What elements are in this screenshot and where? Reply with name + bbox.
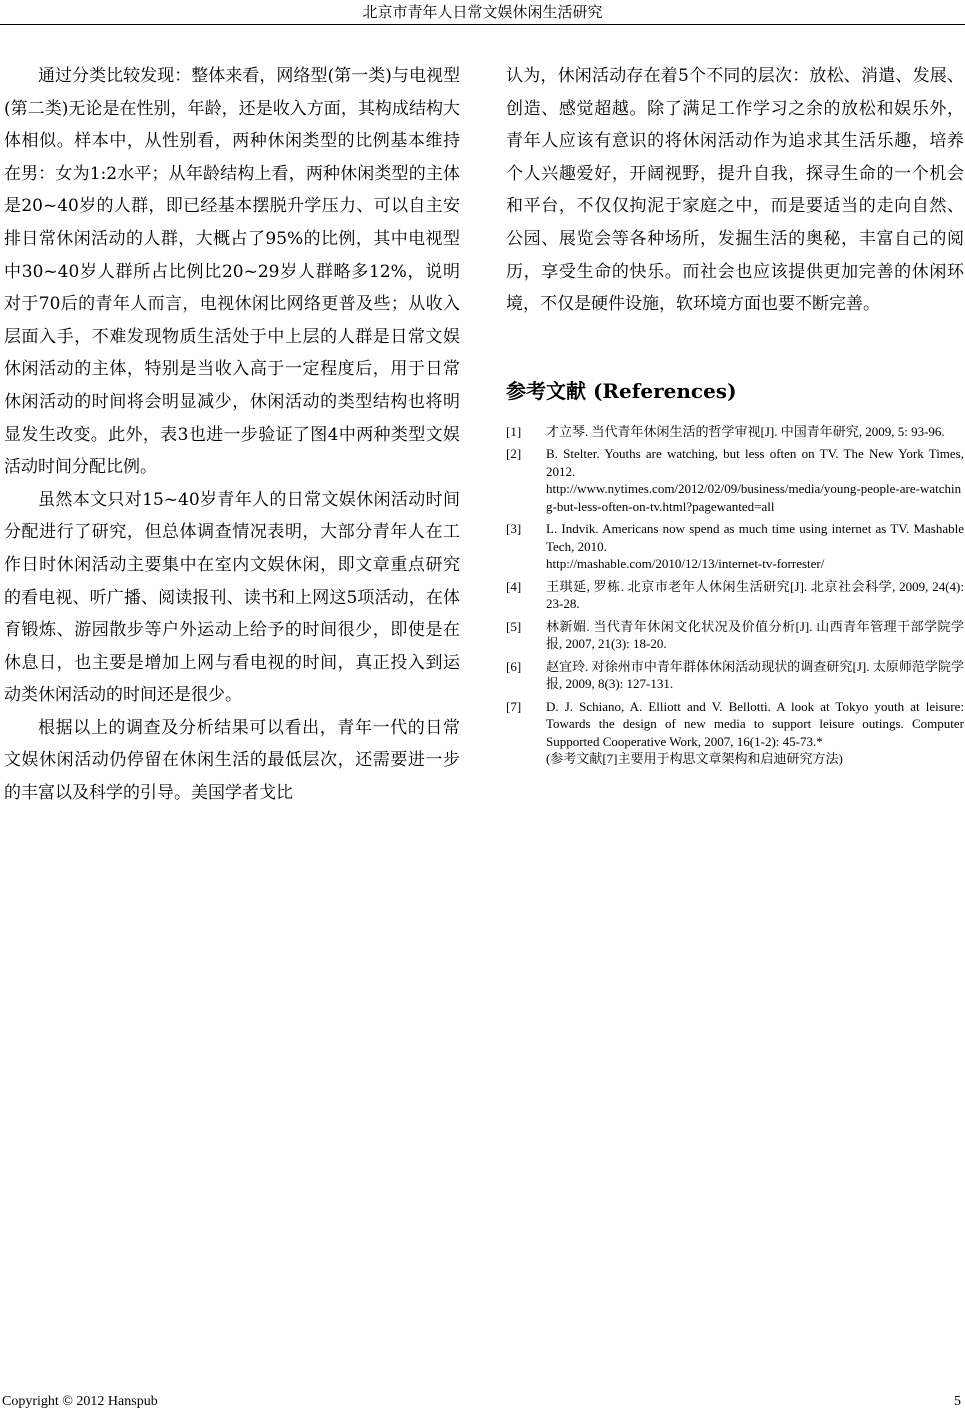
reference-number: [2] [506,446,522,462]
references-heading: 参考文献 (References) [506,378,737,403]
header-rule [0,24,965,25]
reference-item-3 [506,520,964,573]
body-paragraph-3: 根据以上的调查及分析结果可以看出，青年一代的日常文娱休闲活动仍停留在休闲生活的最低层次，还需要进一步的丰富以及科学的引导。美国学者戈比 [4,717,460,804]
body-paragraph-continuation: 认为，休闲活动存在着5个不同的层次：放松、消遣、发展、创造、感觉超越。除了满足工作学习之余的放松和娱乐外，青年人应该有意识的将休闲活动作为追求其生活乐趣，培养个人兴趣爱好，开阔视野，提升自我，探寻生命的一个机会和平台，不仅仅拘泥于家庭之中，而是要适当的走向自然、公园、展览会等各种场所，发掘生活的奥秘，丰富自己的阅历，享受生命的快乐。而社会也应该提供更加完善的休闲环境，不仅是硬件设施，软环境方面也要不断完善。 [506,66,964,315]
left-column [4,60,460,810]
running-header: 北京市青年人日常文娱休闲生活研究 [362,3,603,21]
footer-copyright: Copyright © 2012 Hanspub [2,1394,158,1409]
reference-number: [3] [506,521,522,537]
reference-url-link[interactable]: http://www.nytimes.com/2012/02/09/business/media/young-people-are-watching-but-less-often-on-tv.html?pagewanted=all [546,481,962,514]
body-paragraph-2: 虽然本文只对15~40岁青年人的日常文娱休闲活动时间分配进行了研究，但总体调查情况表明，大部分青年人在工作日时休闲活动主要集中在室内文娱休闲，即文章重点研究的看电视、听广播、阅读报刊、读书和上网这5项活动，在体育锻炼、游园散步等户外运动上给予的时间很少，即使是在休息日，也主要是增加上网与看电视的时间，真正投入到运动类休闲活动的时间还是很少。 [4,489,460,706]
reference-text: D. J. Schiano, A. Elliott and V. Bellotti. A look at Tokyo youth at leisure: Towards the design of new media to support leisure outings. Computer Supported Cooperative Work, 2007, 16(1-2): 45-73.* [546,698,964,749]
reference-text: 赵宜玲. 对徐州市中青年群体休闲活动现状的调查研究[J]. 太原师范学院学报, 2009, 8(3): 127-131. [546,658,964,692]
reference-text: B. Stelter. Youths are watching, but less often on TV. The New York Times, 2012. [546,446,964,479]
reference-item-5 [506,618,964,653]
right-column [506,60,964,773]
body-paragraph-1: 通过分类比较发现：整体来看，网络型(第一类)与电视型(第二类)无论是在性别，年龄，还是收入方面，其构成结构大体相似。样本中，从性别看，两种休闲类型的比例基本维持在男：女为1:2水平；从年龄结构上看，两种休闲类型的主体是20~40岁的人群，即已经基本摆脱升学压力、可以自主安排日常休闲活动的人群，大概占了95%的比例，其中电视型中30~40岁人群所占比例比20~29岁人群略多12%，说明对于70后的青年人而言，电视休闲比网络更普及些；从收入层面入手，不难发现物质生活处于中上层的人群是日常文娱休闲活动的主体，特别是当收入高于一定程度后，用于日常休闲活动的时间将会明显减少，休闲活动的类型结构也将明显发生改变。此外，表3也进一步验证了图4中两种类型文娱活动时间分配比例。 [4,66,460,478]
reference-item-6 [506,658,964,693]
reference-number: [5] [506,618,522,634]
reference-item-7 [506,698,964,768]
page-number: 5 [954,1394,961,1409]
references-list [506,423,964,768]
reference-text: 才立琴. 当代青年休闲生活的哲学审视[J]. 中国青年研究, 2009, 5: 93-96. [546,423,945,439]
reference-number: [7] [506,698,522,714]
reference-text: L. Indvik. Americans now spend as much time using internet as TV. Mashable Tech, 2010. [546,521,964,554]
reference-text: 林新媚. 当代青年休闲文化状况及价值分析[J]. 山西青年管理干部学院学报, 2007, 21(3): 18-20. [546,618,964,652]
reference-url-link[interactable]: http://mashable.com/2010/12/13/internet-tv-forrester/ [546,556,825,572]
reference-item-4 [506,578,964,613]
reference-number: [6] [506,658,522,674]
reference-number: [1] [506,423,522,439]
reference-item-1 [506,423,964,441]
reference-text: 王琪延, 罗栋. 北京市老年人休闲生活研究[J]. 北京社会科学, 2009, 24(4): 23-28. [546,578,964,612]
reference-item-2 [506,445,964,515]
reference-note: (参考文献[7]主要用于构思文章架构和启迪研究方法) [546,751,843,767]
reference-number: [4] [506,578,522,594]
